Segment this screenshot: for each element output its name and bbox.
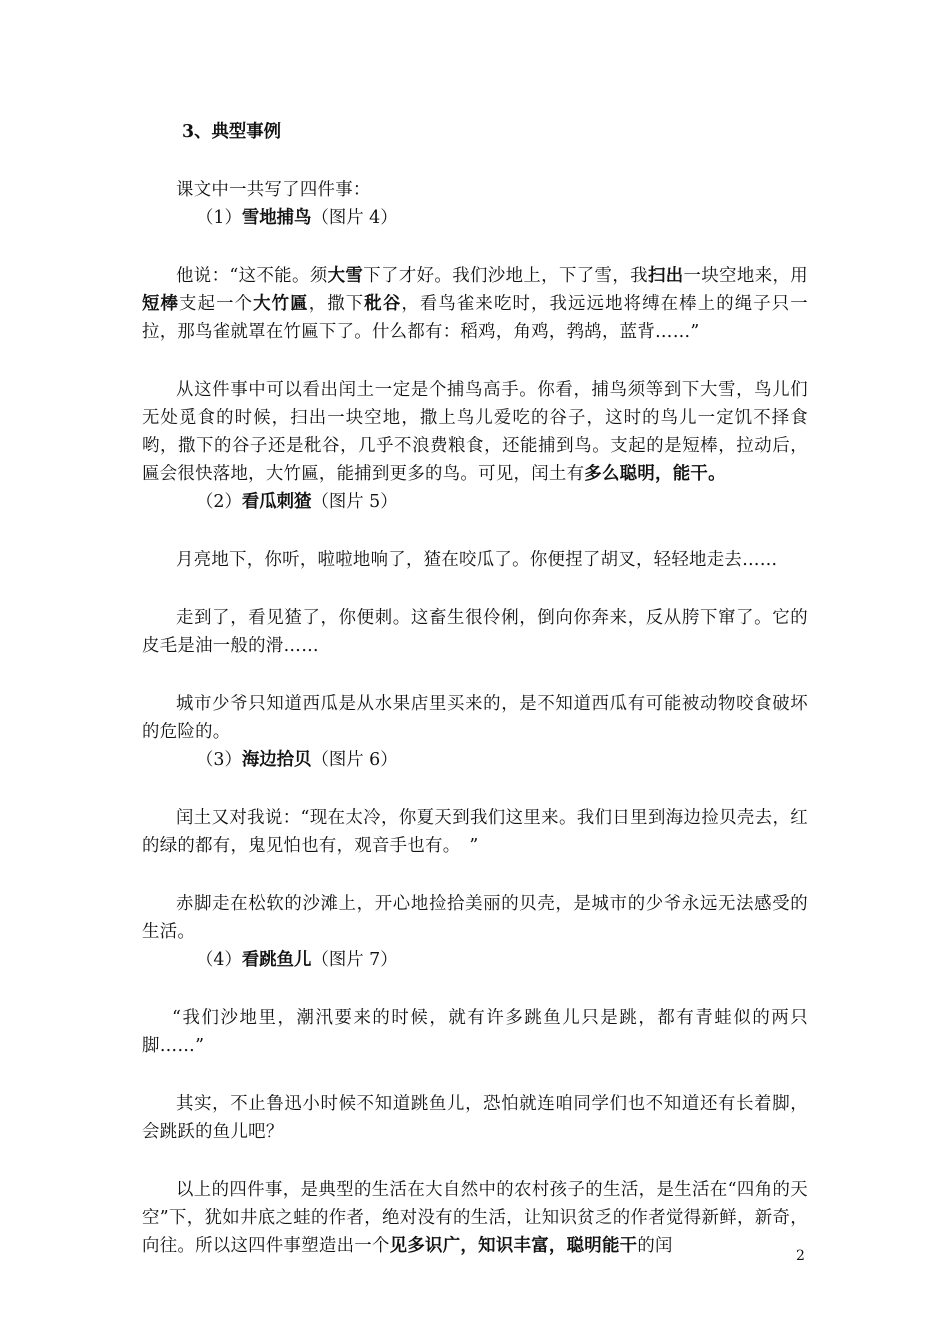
- section-heading: 3、典型事例: [182, 122, 282, 142]
- event-4-analysis: 其实，不止鲁迅小时候不知道跳鱼儿，恐怕就连咱同学们也不知道还有长着脚，会跳跃的鱼儿吧？: [142, 1094, 808, 1142]
- event-3-quote: 闰土又对我说：“现在太冷，你夏天到我们这里来。我们日里到海边捡贝壳去，红的绿的都有，鬼见怕也有，观音手也有。 ”: [142, 808, 808, 856]
- event-2-heading: （2）看瓜刺猹（图片 5）: [196, 492, 398, 512]
- intro-paragraph: 课文中一共写了四件事：: [176, 180, 371, 200]
- event-2-analysis: 城市少爷只知道西瓜是从水果店里买来的，是不知道西瓜有可能被动物咬食破坏的危险的。: [142, 694, 808, 742]
- event-2-quote-1: 月亮地下，你听，啦啦地响了，猹在咬瓜了。你便捏了胡叉，轻轻地走去……: [176, 550, 778, 570]
- event-1-heading: （1）雪地捕鸟（图片 4）: [196, 208, 398, 228]
- event-2-quote-2: 走到了，看见猹了，你便刺。这畜生很伶俐，倒向你奔来，反从胯下窜了。它的皮毛是油一般的滑……: [142, 608, 808, 656]
- page-number: 2: [796, 1248, 805, 1264]
- event-1-analysis: 从这件事中可以看出闰土一定是个捕鸟高手。你看，捕鸟须等到下大雪，鸟儿们无处觅食的时候，扫出一块空地，撒上鸟儿爱吃的谷子，这时的鸟儿一定饥不择食哟，撒下的谷子还是秕谷，几乎不浪费粮食，还能捕到鸟。支起的是短棒，拉动后，匾会很快落地，大竹匾，能捕到更多的鸟。可见，闰土有多么聪明，能干。: [142, 380, 808, 484]
- event-4-heading: （4）看跳鱼儿（图片 7）: [196, 950, 398, 970]
- page-content: [142, 118, 808, 1260]
- event-4-quote: “我们沙地里，潮汛要来的时候，就有许多跳鱼儿只是跳，都有青蛙似的两只脚……”: [142, 1008, 808, 1056]
- conclusion-paragraph: 以上的四件事，是典型的生活在大自然中的农村孩子的生活，是生活在“四角的天空”下，犹如井底之蛙的作者，绝对没有的生活，让知识贫乏的作者觉得新鲜，新奇，向往。所以这四件事塑造出一个见多识广，知识丰富，聪明能干的闰: [142, 1180, 808, 1256]
- event-3-analysis: 赤脚走在松软的沙滩上，开心地捡拾美丽的贝壳，是城市的少爷永远无法感受的生活。: [142, 894, 808, 942]
- event-3-heading: （3）海边拾贝（图片 6）: [196, 750, 398, 770]
- event-1-quote: 他说：“这不能。须大雪下了才好。我们沙地上，下了雪，我扫出一块空地来，用短棒支起一个大竹匾，撒下秕谷，看鸟雀来吃时，我远远地将缚在棒上的绳子只一拉，那鸟雀就罩在竹匾下了。什么都有：稻鸡，角鸡，鹁鸪，蓝背……”: [142, 266, 808, 342]
